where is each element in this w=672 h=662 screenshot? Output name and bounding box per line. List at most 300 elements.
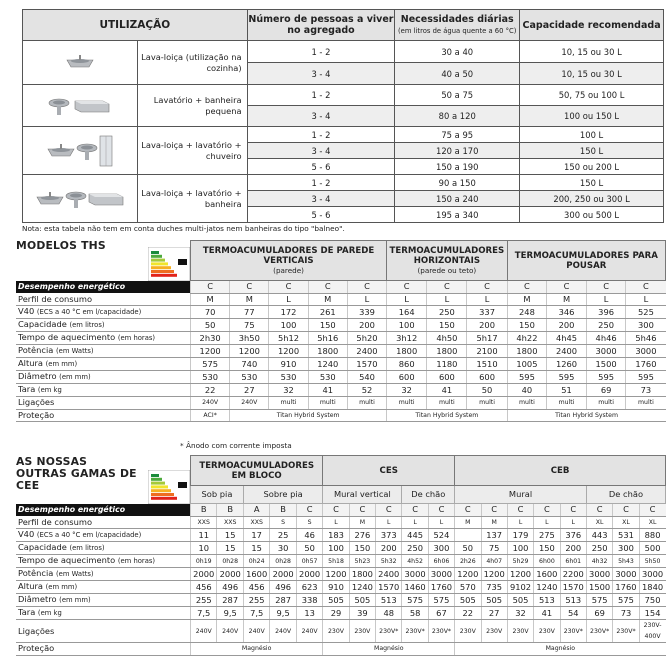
ceb-subgroup: De chão (586, 486, 665, 504)
row-label-unit: (em litros) (69, 544, 105, 552)
ths-cell: 200 (547, 319, 587, 332)
ceb-subgroup: De chão (402, 486, 455, 504)
ths-cell: C (347, 281, 386, 294)
ceb-cell: 3000 (613, 568, 639, 581)
ths-cell: 150 (427, 319, 467, 332)
row-label-text: V40 (18, 529, 35, 539)
ceb-cell: 276 (349, 529, 375, 542)
ths-cell: 530 (308, 371, 347, 384)
usage-pessoas: 1 - 2 (247, 175, 395, 191)
ceb-cell: 240V (217, 620, 243, 643)
ceb-cell: C (323, 504, 349, 517)
ceb-cell: 5h23 (349, 555, 375, 568)
ceb-cell: 1200 (481, 568, 507, 581)
ths-cell: 600 (387, 371, 427, 384)
ths-cell: 3000 (626, 345, 666, 358)
ths-cell: 1500 (586, 358, 626, 371)
ceb-cell: C (639, 504, 665, 517)
usage-necessidades: 120 a 170 (395, 143, 520, 159)
ceb-cell: 513 (376, 594, 402, 607)
usage-row (23, 85, 664, 106)
ths-cell: 339 (347, 306, 386, 319)
row-label (16, 332, 191, 345)
ceb-cell: L (376, 516, 402, 529)
ceb-cell: L (428, 516, 454, 529)
usage-icons (23, 127, 138, 175)
ceb-cell: 4h52 (402, 555, 428, 568)
ceb-cell: 183 (323, 529, 349, 542)
usage-pessoas: 3 - 4 (247, 106, 395, 127)
ceb-cell: 9102 (507, 581, 533, 594)
ths-cell: Titan Hybrid System (387, 409, 508, 422)
ceb-cell: 300 (613, 542, 639, 555)
ceb-cell: C (296, 504, 322, 517)
ceb-cell: 230V* (376, 620, 402, 643)
row-label (16, 384, 191, 397)
ths-cell: 1005 (507, 358, 547, 371)
row-label-text: Tempo de aquecimento (18, 332, 116, 342)
ceb-cell: 456 (243, 581, 269, 594)
ceb-cell: 230V* (560, 620, 586, 643)
ceb-cell: 750 (639, 594, 665, 607)
row-label-text: Capacidade (18, 542, 67, 552)
ths-cell: 5h46 (626, 332, 666, 345)
ceb-cell: 373 (376, 529, 402, 542)
ths-cell: 22 (191, 384, 230, 397)
row-label (16, 371, 191, 384)
ceb-cell: 58 (402, 607, 428, 620)
ceb-cell: 1460 (402, 581, 428, 594)
ceb-cell: 445 (402, 529, 428, 542)
ceb-cell: 50 (296, 542, 322, 555)
ceb-cell: Magnésio (191, 643, 323, 656)
ceb-cell: 7,5 (243, 607, 269, 620)
ceb-cell: C (349, 504, 375, 517)
row-label-unit: (em mm) (45, 360, 78, 368)
ceb-cell: C (402, 504, 428, 517)
ths-cell: 1570 (347, 358, 386, 371)
ths-group-header (191, 241, 387, 281)
ths-cell: multi (547, 397, 587, 410)
ths-cell: C (230, 281, 269, 294)
row-label (16, 516, 191, 529)
ceb-cell: 496 (270, 581, 296, 594)
ths-cell: 75 (230, 319, 269, 332)
ceb-cell: 575 (613, 594, 639, 607)
ceb-cell: 9,5 (270, 607, 296, 620)
ths-cell: 5h16 (308, 332, 347, 345)
ceb-cell: 15 (243, 542, 269, 555)
ths-cell: 41 (308, 384, 347, 397)
ths-cell: 1240 (308, 358, 347, 371)
sink-icon (65, 54, 95, 70)
anode-footnote: * Ânodo com corrente imposta (180, 441, 292, 450)
ceb-cell: 287 (217, 594, 243, 607)
ceb-cell: 1240 (534, 581, 560, 594)
row-label-unit: (em kg (37, 386, 62, 394)
row-label-text: Capacidade (18, 319, 67, 329)
header-necessidades: Necessidades diárias (em litros de água quente a 60 °C) (395, 10, 520, 41)
ths-cell: 50 (467, 384, 507, 397)
ceb-cell: 6h00 (534, 555, 560, 568)
ceb-cell: XXS (191, 516, 217, 529)
ceb-row-ligacoes (16, 620, 666, 643)
ceb-row-energia (16, 504, 666, 517)
ceb-cell: 73 (613, 607, 639, 620)
ceb-cell: 287 (270, 594, 296, 607)
usage-row (23, 41, 664, 63)
usage-label: Lavatório + banheira pequena (137, 85, 247, 127)
ths-cell: 337 (467, 306, 507, 319)
ceb-cell: 338 (296, 594, 322, 607)
ths-cell: C (191, 281, 230, 294)
ceb-cell: 29 (323, 607, 349, 620)
ceb-cell: C (560, 504, 586, 517)
ceb-cell: 443 (586, 529, 612, 542)
ceb-cell: 255 (243, 594, 269, 607)
ceb-cell: 2h26 (455, 555, 481, 568)
ceb-cell: 2000 (296, 568, 322, 581)
ths-row-potencia (16, 345, 666, 358)
ceb-row-potencia (16, 568, 666, 581)
ths-cell: multi (308, 397, 347, 410)
ths-cell: 1180 (427, 358, 467, 371)
ths-cell: 1760 (626, 358, 666, 371)
ceb-cell: 39 (349, 607, 375, 620)
ths-cell: ACI* (191, 409, 230, 422)
ths-cell: 3h50 (230, 332, 269, 345)
ceb-cell: 0h28 (217, 555, 243, 568)
ths-row-tempo (16, 332, 666, 345)
ths-cell: 1200 (269, 345, 308, 358)
ceb-cell: 3000 (402, 568, 428, 581)
ths-cell: 69 (586, 384, 626, 397)
ths-cell: multi (269, 397, 308, 410)
ceb-cell: 48 (376, 607, 402, 620)
ths-cell: 150 (308, 319, 347, 332)
ths-cell: 1800 (507, 345, 547, 358)
ceb-cell: 505 (349, 594, 375, 607)
basin-icon (48, 96, 70, 116)
ceb-cell: 7,5 (191, 607, 217, 620)
basin-icon (76, 141, 98, 161)
usage-label: Lava-loiça + lavatório + chuveiro (137, 127, 247, 175)
usage-icons (23, 85, 138, 127)
ths-cell: 32 (387, 384, 427, 397)
ceb-cell: 1200 (455, 568, 481, 581)
ceb-cell: C (534, 504, 560, 517)
ths-cell: M (308, 293, 347, 306)
usage-row (23, 127, 664, 143)
ths-cell: 910 (269, 358, 308, 371)
row-label (16, 555, 191, 568)
usage-icons (23, 175, 138, 223)
ths-cell: 250 (586, 319, 626, 332)
ceb-cell: 6h01 (560, 555, 586, 568)
row-label (16, 529, 191, 542)
row-label-unit: (em Watts) (56, 570, 94, 578)
usage-necessidades: 30 a 40 (395, 41, 520, 63)
ceb-cell: 2400 (376, 568, 402, 581)
ceb-subgroup: Sob pia (191, 486, 244, 504)
row-label-unit: (ECS a 40 °C em l/capacidade) (36, 531, 142, 539)
row-label (16, 620, 191, 643)
ths-table (16, 240, 666, 422)
ths-cell: 100 (269, 319, 308, 332)
usage-capacidade: 150 L (520, 143, 664, 159)
ceb-cell: 230V (349, 620, 375, 643)
ths-cell: 5h20 (347, 332, 386, 345)
ceb-cell: 67 (428, 607, 454, 620)
usage-label: Lava-loiça + lavatório + banheira (137, 175, 247, 223)
ceb-cell: L (507, 516, 533, 529)
ths-cell: M (507, 293, 547, 306)
ceb-cell: 17 (243, 529, 269, 542)
ceb-cell: 1500 (586, 581, 612, 594)
ceb-cell: 531 (613, 529, 639, 542)
row-label (16, 293, 191, 306)
row-label (16, 568, 191, 581)
ceb-cell: M (455, 516, 481, 529)
ceb-cell: 735 (481, 581, 507, 594)
row-label-text: Altura (18, 358, 43, 368)
usage-pessoas: 3 - 4 (247, 143, 395, 159)
ths-cell: 4h22 (507, 332, 547, 345)
ths-group-sub: (parede) (273, 265, 304, 275)
ceb-cell: 154 (639, 607, 665, 620)
ceb-cell: L (402, 516, 428, 529)
ths-cell: 40 (507, 384, 547, 397)
row-label-text: Ligações (18, 397, 55, 408)
ths-cell: 4h45 (547, 332, 587, 345)
usage-capacidade: 200, 250 ou 300 L (520, 191, 664, 207)
ths-cell: 248 (507, 306, 547, 319)
usage-necessidades: 195 a 340 (395, 207, 520, 223)
ths-cell: 1200 (191, 345, 230, 358)
ceb-cell: 230V* (613, 620, 639, 643)
ceb-cell: 137 (481, 529, 507, 542)
row-label (16, 607, 191, 620)
ths-cell: 261 (308, 306, 347, 319)
ths-cell: 1510 (467, 358, 507, 371)
ceb-cell: C (481, 504, 507, 517)
ceb-cell: 1570 (376, 581, 402, 594)
row-label (16, 397, 191, 410)
row-label-text: Potência (18, 568, 54, 578)
ceb-cell: XL (586, 516, 612, 529)
ceb-cell: 570 (455, 581, 481, 594)
ceb-row-capacidade (16, 542, 666, 555)
ceb-row-v40 (16, 529, 666, 542)
ceb-group-header: TERMOACUMULADORES EM BLOCO (191, 456, 323, 486)
ceb-row-diametro (16, 594, 666, 607)
usage-capacidade: 100 L (520, 127, 664, 143)
ceb-cell: 5h29 (507, 555, 533, 568)
usage-pessoas: 3 - 4 (247, 63, 395, 85)
ths-cell: 1800 (308, 345, 347, 358)
usage-capacidade: 100 ou 150 L (520, 106, 664, 127)
ths-cell: L (586, 293, 626, 306)
ths-cell: L (467, 293, 507, 306)
ths-cell: 600 (427, 371, 467, 384)
ceb-cell: 513 (534, 594, 560, 607)
ceb-cell: 376 (560, 529, 586, 542)
row-label (16, 504, 191, 517)
ceb-cell: 0h24 (243, 555, 269, 568)
sink-icon (46, 143, 76, 159)
ths-cell: 595 (586, 371, 626, 384)
row-label (16, 345, 191, 358)
ceb-cell: B (217, 504, 243, 517)
ceb-cell: 150 (534, 542, 560, 555)
ceb-cell: 27 (481, 607, 507, 620)
usage-necessidades: 150 a 240 (395, 191, 520, 207)
ceb-cell: XXS (243, 516, 269, 529)
ceb-cell: S (296, 516, 322, 529)
row-label (16, 581, 191, 594)
ceb-cell: 240V (191, 620, 217, 643)
ceb-cell: 25 (270, 529, 296, 542)
ths-cell: 164 (387, 306, 427, 319)
ceb-cell: 910 (323, 581, 349, 594)
ceb-cell: 230V* (428, 620, 454, 643)
usage-necessidades: 80 a 120 (395, 106, 520, 127)
ths-cell: L (387, 293, 427, 306)
row-label-unit: (em kg (37, 609, 62, 617)
ths-cell: 4h50 (427, 332, 467, 345)
ceb-cell: 505 (455, 594, 481, 607)
ths-cell: 346 (547, 306, 587, 319)
usage-row (23, 175, 664, 191)
ceb-cell: C (586, 504, 612, 517)
ceb-cell: 230V (507, 620, 533, 643)
ths-group-sub: (parede ou teto) (417, 265, 477, 275)
ceb-group-header: CEB (455, 456, 666, 486)
ths-cell: M (191, 293, 230, 306)
ths-cell: 530 (191, 371, 230, 384)
ceb-cell: 240V (270, 620, 296, 643)
ths-cell: Titan Hybrid System (507, 409, 665, 422)
ceb-cell: 250 (402, 542, 428, 555)
energy-label-icon (148, 247, 190, 281)
ceb-cell: 9,5 (217, 607, 243, 620)
ths-row-altura (16, 358, 666, 371)
ceb-cell: 575 (402, 594, 428, 607)
header-capacidade: Capacidade recomendada (520, 10, 664, 41)
ceb-cell: S (270, 516, 296, 529)
usage-necessidades: 50 a 75 (395, 85, 520, 106)
ths-cell: C (427, 281, 467, 294)
ceb-cell: 0h19 (191, 555, 217, 568)
ths-cell: 52 (347, 384, 386, 397)
ths-cell: 860 (387, 358, 427, 371)
ceb-cell: M (349, 516, 375, 529)
ths-row-perfil (16, 293, 666, 306)
ths-cell: C (269, 281, 308, 294)
ceb-cell: C (428, 504, 454, 517)
bathtub-icon (87, 191, 125, 207)
ths-cell: 525 (626, 306, 666, 319)
ceb-cell: 300 (428, 542, 454, 555)
ceb-cell: 513 (560, 594, 586, 607)
row-label (16, 358, 191, 371)
ths-cell: Titan Hybrid System (230, 409, 387, 422)
ceb-cell: 32 (507, 607, 533, 620)
ceb-cell: 230V* (586, 620, 612, 643)
ths-cell: 575 (191, 358, 230, 371)
ceb-row-altura (16, 581, 666, 594)
ths-cell: 5h12 (269, 332, 308, 345)
ceb-cell: 3000 (586, 568, 612, 581)
ths-cell: 70 (191, 306, 230, 319)
ths-cell: L (626, 293, 666, 306)
ceb-cell: 46 (296, 529, 322, 542)
ths-cell: M (230, 293, 269, 306)
ceb-cell: 880 (639, 529, 665, 542)
ths-cell: 51 (547, 384, 587, 397)
ths-cell: L (347, 293, 386, 306)
ths-group-title: TERMOACUMULADORES PARA POUSAR (514, 250, 658, 271)
usage-table (22, 9, 664, 223)
ths-cell: 530 (230, 371, 269, 384)
row-label-unit: (em litros) (69, 321, 105, 329)
ths-cell: multi (467, 397, 507, 410)
ths-row-capacidade (16, 319, 666, 332)
usage-necessidades: 150 a 190 (395, 159, 520, 175)
ceb-cell: C (455, 504, 481, 517)
ths-cell: 32 (269, 384, 308, 397)
ceb-cell: 500 (639, 542, 665, 555)
usage-pessoas: 1 - 2 (247, 85, 395, 106)
ths-cell: 740 (230, 358, 269, 371)
ceb-cell: A (243, 504, 269, 517)
ceb-cell: 2000 (217, 568, 243, 581)
ths-cell: 595 (507, 371, 547, 384)
row-label-text: Diâmetro (18, 594, 57, 604)
ths-cell: 200 (467, 319, 507, 332)
ceb-cell: 30 (270, 542, 296, 555)
ths-cell: 300 (626, 319, 666, 332)
ths-cell: 240V (191, 397, 230, 410)
ths-cell: multi (626, 397, 666, 410)
usage-necessidades: 40 a 50 (395, 63, 520, 85)
ceb-cell: C (613, 504, 639, 517)
ceb-cell: C (376, 504, 402, 517)
ceb-cell: 1240 (349, 581, 375, 594)
ceb-cell: Magnésio (323, 643, 455, 656)
ceb-cell: XL (613, 516, 639, 529)
ceb-cell: 150 (349, 542, 375, 555)
row-label-text: V40 (18, 306, 35, 316)
ceb-row-protecao (16, 643, 666, 656)
usage-label: Lava-loiça (utilização na cozinha) (137, 41, 247, 85)
ceb-cell: L (323, 516, 349, 529)
row-label-unit: (em mm) (45, 583, 78, 591)
header-pessoas: Número de pessoas a viver no agregado (247, 10, 395, 41)
ceb-cell: L (534, 516, 560, 529)
ths-group-header (507, 241, 665, 281)
ths-cell: multi (387, 397, 427, 410)
ths-cell: C (308, 281, 347, 294)
row-label-unit: (em mm) (59, 373, 91, 381)
ceb-cell: 240V (296, 620, 322, 643)
ceb-subgroup: Sobre pia (243, 486, 322, 504)
ths-cell: M (547, 293, 587, 306)
ths-cell: 27 (230, 384, 269, 397)
ceb-subgroup: Mural (455, 486, 587, 504)
ths-row-tara (16, 384, 666, 397)
ths-cell: 41 (427, 384, 467, 397)
